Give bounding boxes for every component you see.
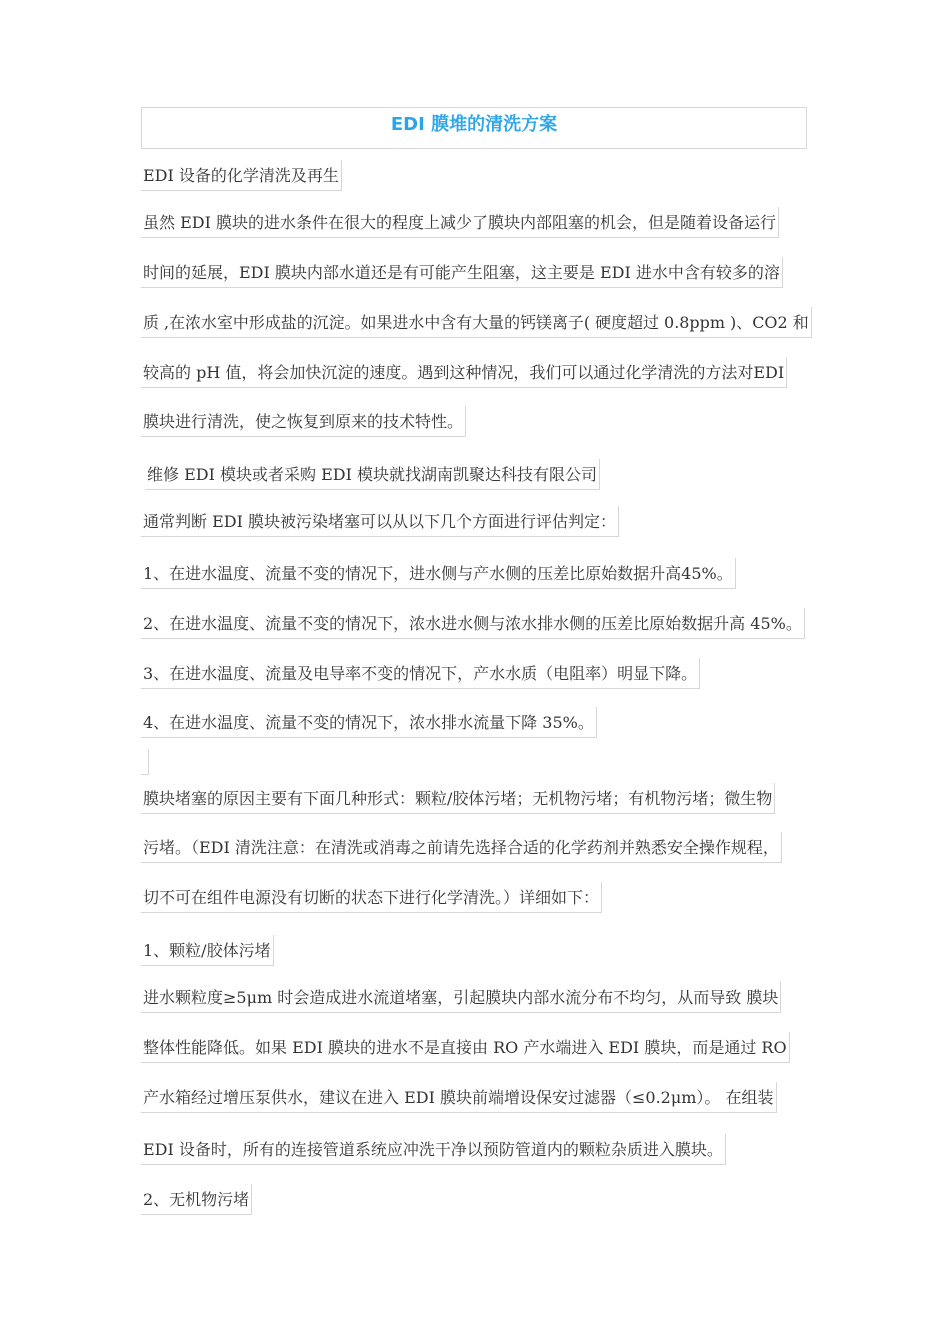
subsection-heading: 2、无机物污堵	[141, 1184, 252, 1215]
company-notice: 维修 EDI 模块或者采购 EDI 模块就找湖南凯聚达科技有限公司	[145, 459, 600, 490]
paragraph-line: 时间的延展，EDI 膜块内部水道还是有可能产生阻塞，这主要是 EDI 进水中含有较多的溶	[141, 257, 783, 288]
title-box	[141, 107, 807, 149]
document-title: EDI 膜堆的清洗方案	[390, 114, 558, 135]
paragraph-line: 膜块堵塞的原因主要有下面几种形式：颗粒/胶体污堵；无机物污堵；有机物污堵；微生物	[141, 783, 775, 814]
list-item: 4、在进水温度、流量不变的情况下，浓水排水流量下降 35%。	[141, 707, 597, 738]
paragraph-line: 较高的 pH 值，将会加快沉淀的速度。遇到这种情况，我们可以通过化学清洗的方法对EDI	[141, 357, 787, 388]
paragraph-line: 膜块进行清洗，使之恢复到原来的技术特性。	[141, 406, 466, 437]
list-item: 1、在进水温度、流量不变的情况下，进水侧与产水侧的压差比原始数据升高45%。	[141, 558, 736, 589]
paragraph-line: 通常判断 EDI 膜块被污染堵塞可以从以下几个方面进行评估判定：	[141, 506, 619, 537]
section-heading: EDI 设备的化学清洗及再生	[141, 160, 342, 191]
paragraph-line: 切不可在组件电源没有切断的状态下进行化学清洗。）详细如下：	[141, 882, 602, 913]
paragraph-line: EDI 设备时，所有的连接管道系统应冲洗干净以预防管道内的颗粒杂质进入膜块。	[141, 1134, 726, 1165]
paragraph-line: 进水颗粒度≥5μm 时会造成进水流道堵塞，引起膜块内部水流分布不均匀，从而导致 膜块	[141, 982, 781, 1013]
paragraph-line: 产水箱经过增压泵供水，建议在进入 EDI 膜块前端增设保安过滤器（≤0.2μm）。 在组装	[141, 1082, 777, 1113]
list-item: 3、在进水温度、流量及电导率不变的情况下，产水水质（电阻率）明显下降。	[141, 658, 700, 689]
empty-line-box	[141, 749, 149, 775]
subsection-heading: 1、颗粒/胶体污堵	[141, 935, 274, 966]
paragraph-line: 整体性能降低。如果 EDI 膜块的进水不是直接由 RO 产水端进入 EDI 膜块，而是通过 RO	[141, 1032, 790, 1063]
paragraph-line: 污堵。（EDI 清洗注意：在清洗或消毒之前请先选择合适的化学药剂并熟悉安全操作规程，	[141, 832, 782, 863]
paragraph-line: 质 ,在浓水室中形成盐的沉淀。如果进水中含有大量的钙镁离子( 硬度超过 0.8ppm )、CO2 和	[141, 307, 812, 338]
list-item: 2、在进水温度、流量不变的情况下，浓水进水侧与浓水排水侧的压差比原始数据升高 45%。	[141, 608, 805, 639]
paragraph-line: 虽然 EDI 膜块的进水条件在很大的程度上减少了膜块内部阻塞的机会，但是随着设备运行	[141, 207, 779, 238]
